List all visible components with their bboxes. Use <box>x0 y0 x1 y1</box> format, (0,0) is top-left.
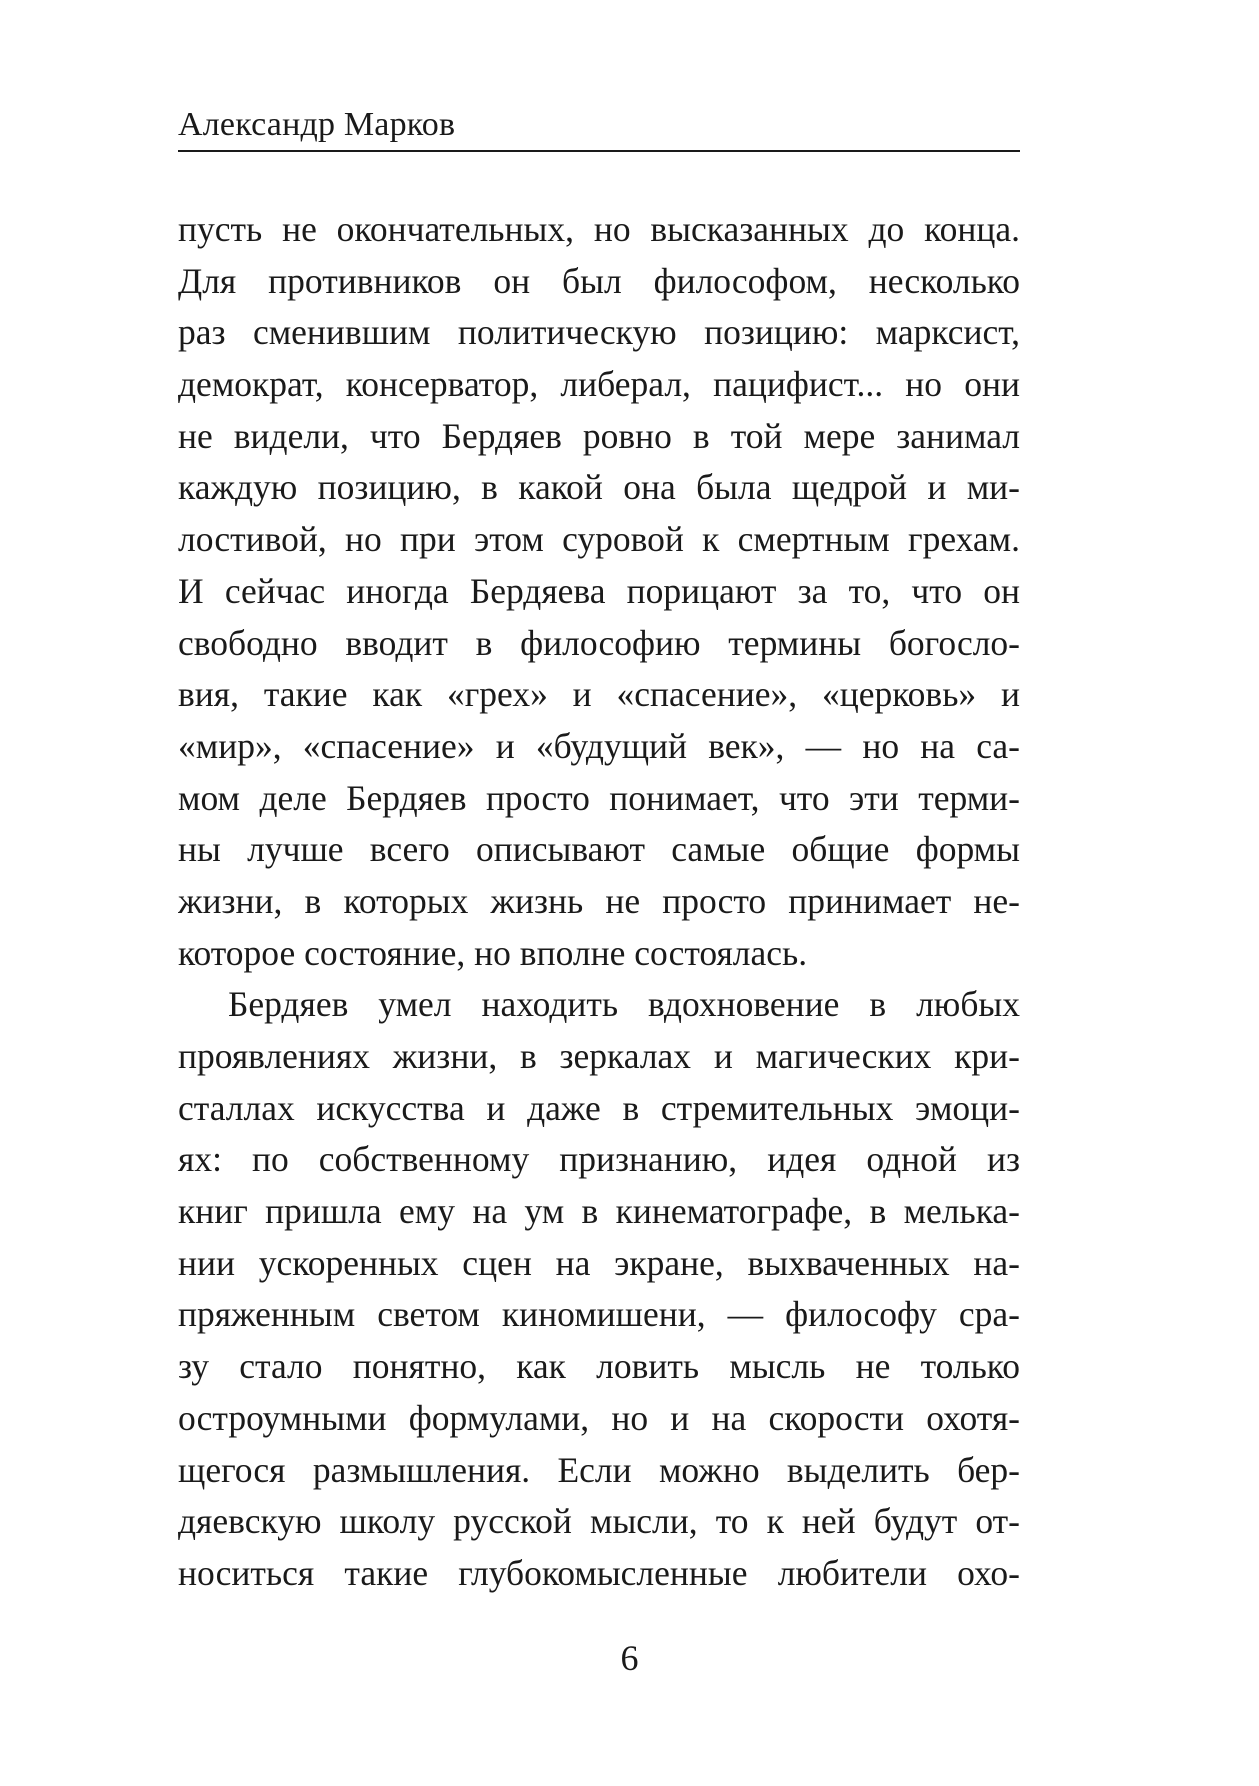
text-line: «мир», «спасение» и «будущий век», — но на са- <box>178 725 1020 766</box>
body-text <box>178 204 1020 1600</box>
running-head-author: Александр Марков <box>178 106 456 143</box>
text-line: И сейчас иногда Бердяева порицают за то, что он <box>178 570 1020 611</box>
text-line: ях: по собственному признанию, идея одной из <box>178 1139 1020 1180</box>
text-line: Бердяев умел находить вдохновение в любых <box>228 984 1020 1025</box>
text-line: дяевскую школу русской мысли, то к ней будут от- <box>178 1501 1020 1542</box>
paragraph-2 <box>178 979 1020 1599</box>
text-line: сталлах искусства и даже в стремительных эмоци- <box>178 1087 1020 1128</box>
page-number: 6 <box>620 1638 639 1678</box>
text-line: каждую позицию, в какой она была щедрой и ми- <box>178 467 1020 508</box>
text-line: пусть не окончательных, но высказанных до конца. <box>178 209 1020 249</box>
text-line: остроумными формулами, но и на скорости охотя- <box>178 1397 1020 1438</box>
text-line: нии ускоренных сцен на экране, выхваченных на- <box>178 1242 1020 1283</box>
text-line: зу стало понятно, как ловить мысль не только <box>178 1346 1020 1387</box>
text-line: ны лучше всего описывают самые общие формы <box>178 829 1020 870</box>
text-line: носиться такие глубокомысленные любители охо- <box>178 1552 1020 1593</box>
text-line: пряженным светом киномишени, — философу сра- <box>178 1294 1020 1335</box>
text-line: не видели, что Бердяев ровно в той мере занимал <box>178 415 1020 456</box>
text-line: мом деле Бердяев просто понимает, что эти терми- <box>178 777 1020 818</box>
text-line: вия, такие как «грех» и «спасение», «церковь» и <box>178 674 1020 715</box>
paragraph-1 <box>178 204 1020 979</box>
text-line: свободно вводит в философию термины богосло- <box>178 622 1020 663</box>
text-line: лостивой, но при этом суровой к смертным грехам. <box>178 519 1020 560</box>
text-line: проявлениях жизни, в зеркалах и магических кри- <box>178 1036 1020 1076</box>
text-line: Для противников он был философом, несколько <box>178 260 1020 301</box>
text-line: раз сменившим политическую позицию: марксист, <box>178 312 1020 353</box>
text-line: которое состояние, но вполне состоялась. <box>178 932 808 973</box>
text-line: демократ, консерватор, либерал, пацифист... но они <box>178 364 1020 405</box>
text-line: щегося размышления. Если можно выделить бер- <box>178 1449 1020 1490</box>
header-rule <box>178 150 1020 152</box>
text-line: книг пришла ему на ум в кинематографе, в мелька- <box>178 1191 1020 1232</box>
text-line: жизни, в которых жизнь не просто принимает не- <box>178 880 1020 921</box>
